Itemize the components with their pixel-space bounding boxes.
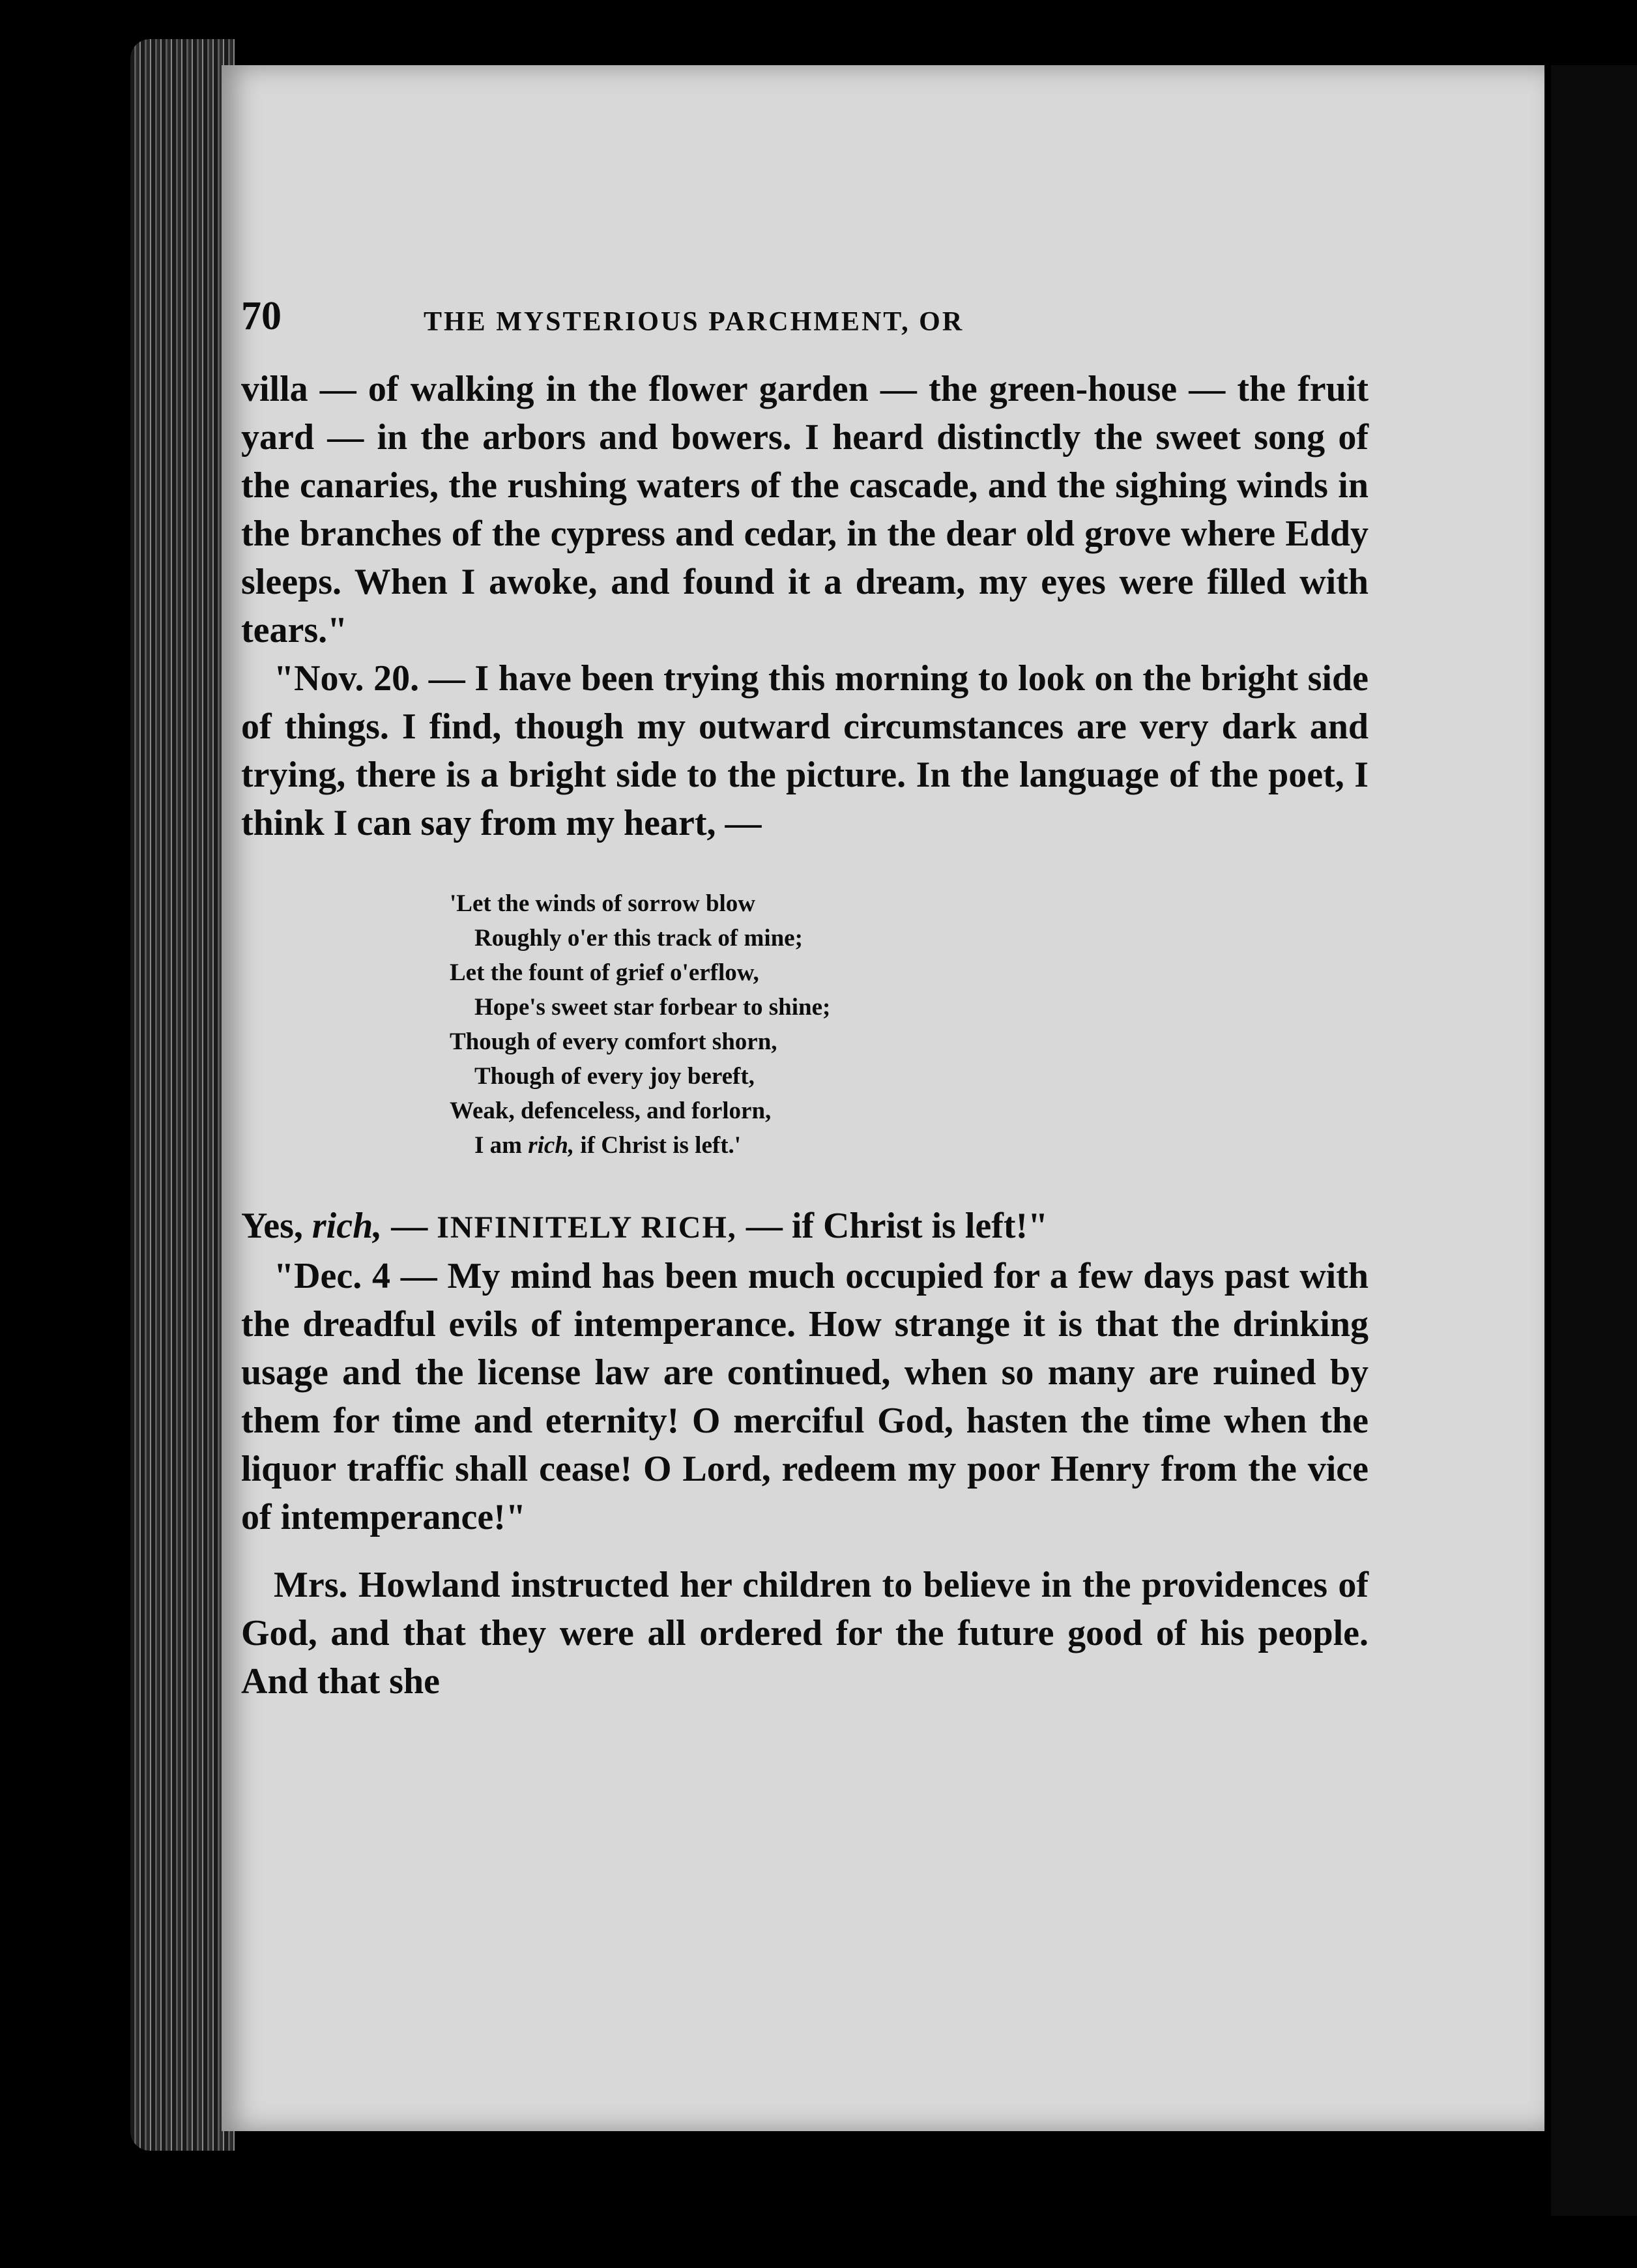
paragraph: "Dec. 4 — My mind has been much occupied for a few days past with the dreadful evils of intemperance. How strange it is that the drinking usage and the license law are continued, when so many are ruined by them for time and eternity! O merciful God, hasten the time when the liquor traffic shall cease! O Lord, redeem my poor Henry from the vice of intemperance!" [241, 1256, 1369, 1537]
paragraph [241, 1202, 1369, 1252]
verse-line: Roughly o'er this track of mine; [474, 925, 803, 952]
verse-line: Though of every comfort shorn, [450, 1028, 777, 1055]
paragraph-text: Yes, [241, 1206, 312, 1246]
paragraph: villa — of walking in the flower garden — the green-house — the fruit yard — in the arbors and bowers. I heard distinctly the sweet song of the canaries, the rushing waters of the cascade, and the sighing winds in the branches of the cypress and cedar, in the dear old grove where Eddy sleeps. When I awoke, and found it a dream, my eyes were filled with tears." [241, 369, 1369, 650]
paragraph: Mrs. Howland instructed her children to believe in the providences of God, and that they were all ordered for the future good of his people. And that she [241, 1565, 1369, 1702]
small-caps-text: INFINITELY RICH, [437, 1210, 737, 1245]
verse-line: Though of every joy bereft, [474, 1063, 755, 1090]
verse-block [450, 886, 1369, 1163]
page-content [241, 293, 1369, 1706]
book-gutter [1551, 65, 1637, 2216]
page-number: 70 [241, 294, 282, 338]
paragraph-text: — if Christ is left!" [736, 1206, 1049, 1246]
running-head [241, 293, 1369, 352]
verse-text: I am [474, 1132, 529, 1159]
paragraph: "Nov. 20. — I have been trying this morning to look on the bright side of things. I find, though my outward circumstances are very dark and trying, there is a bright side to the picture. In the language of the poet, I think I can say from my heart, — [241, 658, 1369, 843]
verse-line: Let the fount of grief o'erflow, [450, 959, 759, 986]
verse-text: if Christ is left.' [574, 1132, 742, 1159]
emphasis-text: rich, [311, 1206, 383, 1246]
running-title: THE MYSTERIOUS PARCHMENT, OR [424, 307, 964, 337]
verse-line: Weak, defenceless, and forlorn, [450, 1098, 772, 1124]
verse-line: 'Let the winds of sorrow blow [450, 890, 756, 917]
verse-emphasis: rich, [528, 1132, 575, 1159]
body-text [241, 365, 1369, 1706]
paragraph-text: — [382, 1206, 437, 1246]
verse-line: Hope's sweet star forbear to shine; [474, 994, 831, 1021]
book-page-edges [130, 39, 235, 2151]
verse-line [450, 1128, 1369, 1163]
